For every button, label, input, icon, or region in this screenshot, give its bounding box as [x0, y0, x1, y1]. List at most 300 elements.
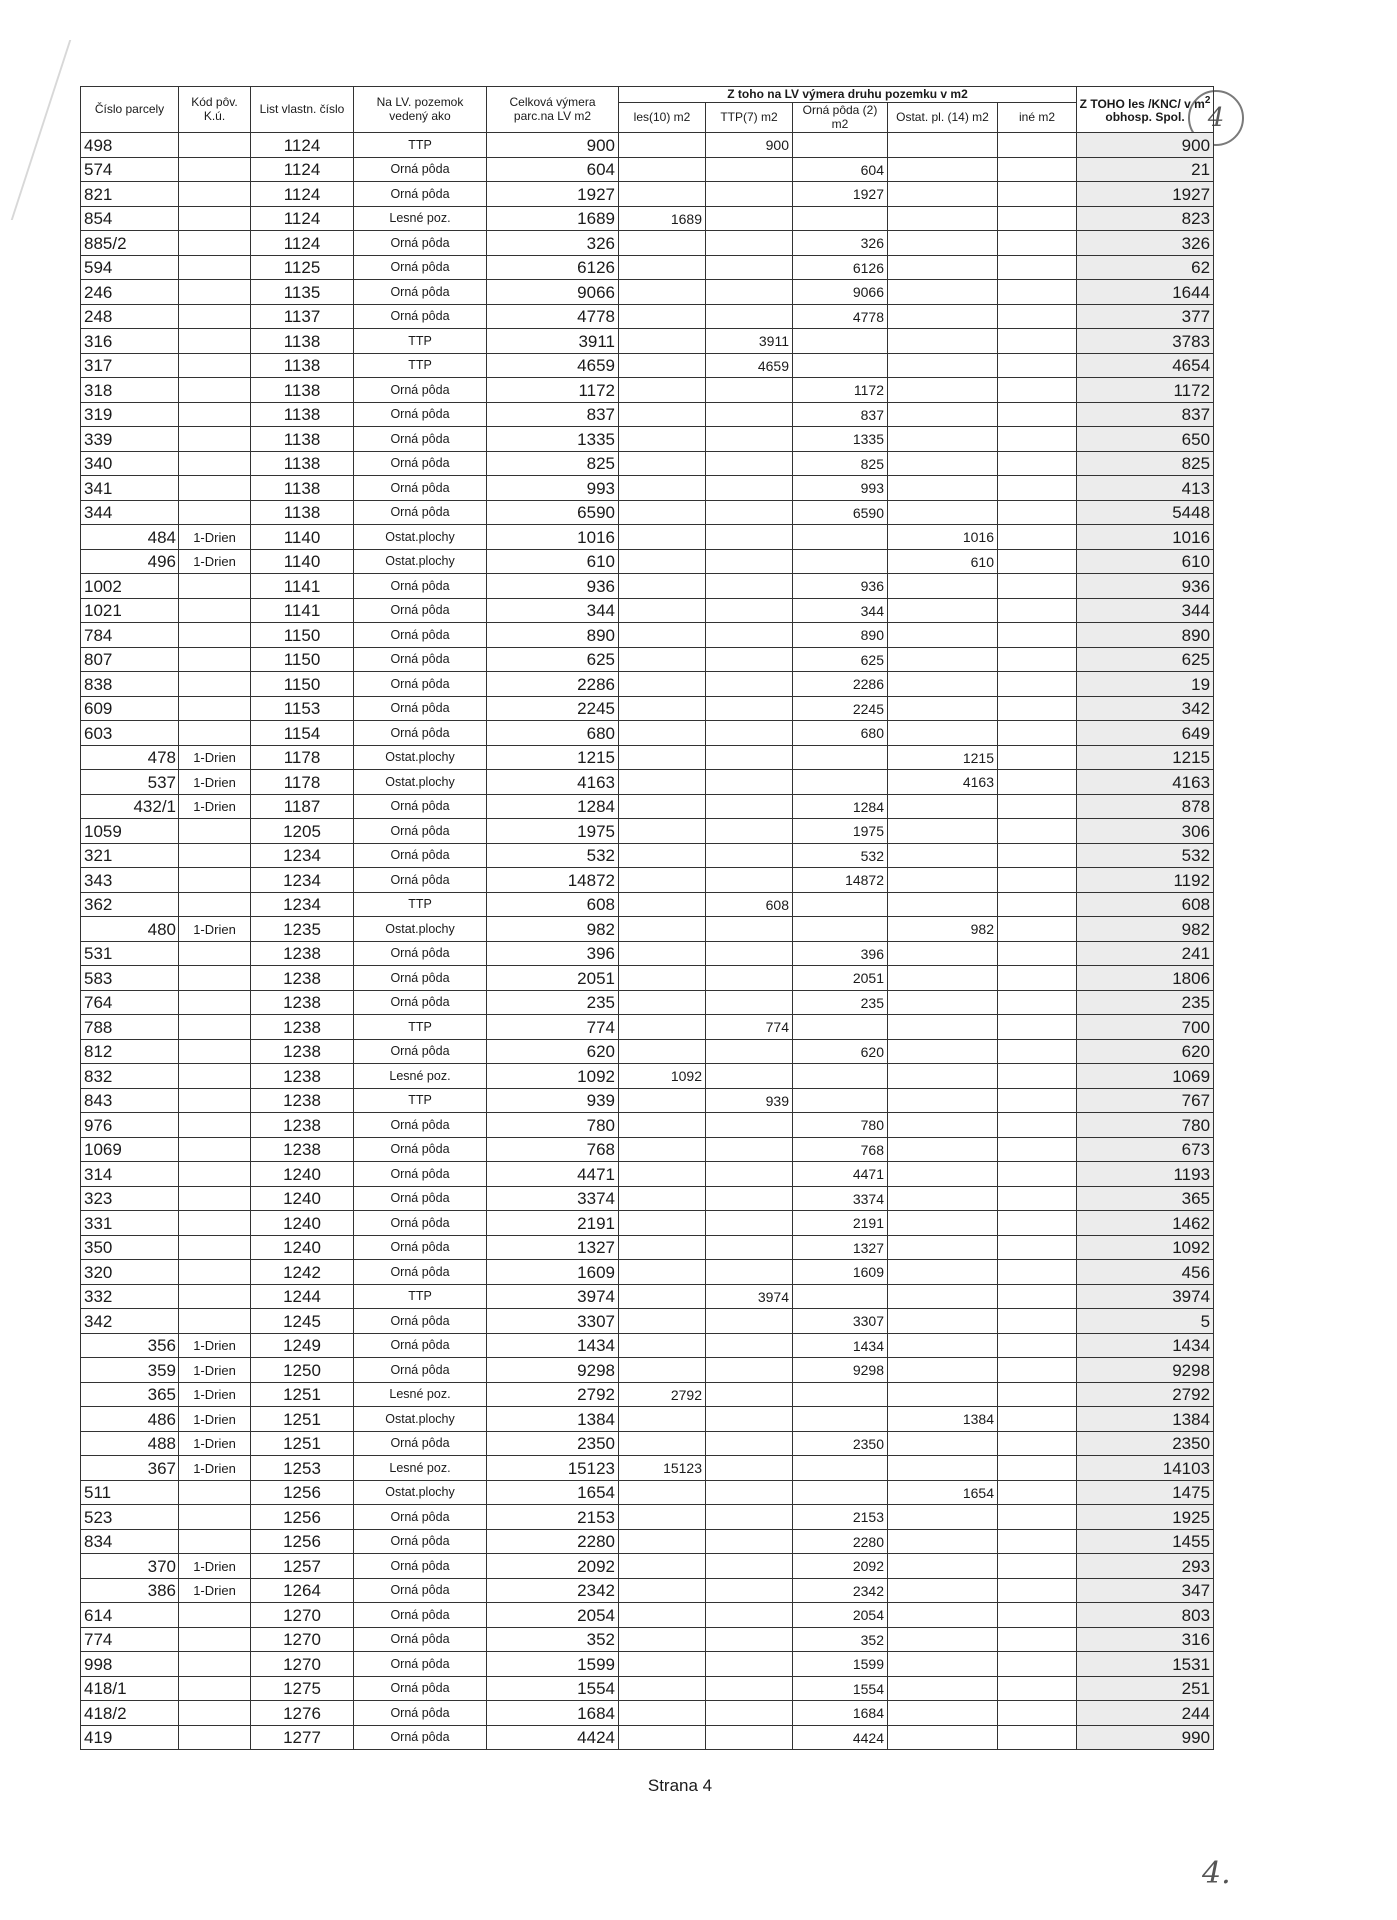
- ine-cell: [998, 770, 1077, 795]
- celkova-vymera-cell: 890: [487, 623, 619, 648]
- ostat-plochy-cell: 610: [888, 549, 998, 574]
- ostat-plochy-cell: [888, 819, 998, 844]
- kod-pov-cell: [179, 182, 251, 207]
- table-row: [81, 549, 1214, 574]
- kod-pov-cell: [179, 1137, 251, 1162]
- ostat-plochy-cell: [888, 1627, 998, 1652]
- table-row: [81, 721, 1214, 746]
- les-cell: [619, 525, 706, 550]
- celkova-vymera-cell: 1384: [487, 1407, 619, 1432]
- parcel-number-cell: 537: [81, 770, 179, 795]
- kod-pov-cell: [179, 157, 251, 182]
- orna-poda-cell: 1609: [793, 1260, 888, 1285]
- list-vlastn-cell: 1124: [251, 157, 354, 182]
- ine-cell: [998, 1186, 1077, 1211]
- orna-poda-cell: 1975: [793, 819, 888, 844]
- orna-poda-cell: 344: [793, 598, 888, 623]
- z-toho-les-cell: 1644: [1077, 280, 1214, 305]
- z-toho-les-cell: 650: [1077, 427, 1214, 452]
- druh-pozemku-cell: Orná pôda: [354, 990, 487, 1015]
- les-cell: [619, 549, 706, 574]
- celkova-vymera-cell: 982: [487, 917, 619, 942]
- druh-pozemku-cell: Orná pôda: [354, 1309, 487, 1334]
- ine-cell: [998, 500, 1077, 525]
- kod-pov-cell: [179, 843, 251, 868]
- orna-poda-cell: [793, 917, 888, 942]
- les-cell: [619, 1333, 706, 1358]
- parcel-number-cell: 1021: [81, 598, 179, 623]
- table-row: [81, 1431, 1214, 1456]
- z-toho-les-cell: 9298: [1077, 1358, 1214, 1383]
- druh-pozemku-cell: Ostat.plochy: [354, 770, 487, 795]
- header-orna-poda: Orná pôda (2) m2: [793, 103, 888, 133]
- druh-pozemku-cell: Orná pôda: [354, 819, 487, 844]
- ine-cell: [998, 1480, 1077, 1505]
- kod-pov-cell: [179, 1088, 251, 1113]
- ttp-cell: [706, 819, 793, 844]
- kod-pov-cell: 1-Drien: [179, 549, 251, 574]
- table-row: [81, 1578, 1214, 1603]
- kod-pov-cell: [179, 451, 251, 476]
- parcel-number-cell: 418/2: [81, 1701, 179, 1726]
- celkova-vymera-cell: 837: [487, 402, 619, 427]
- ine-cell: [998, 304, 1077, 329]
- ine-cell: [998, 451, 1077, 476]
- list-vlastn-cell: 1150: [251, 623, 354, 648]
- orna-poda-cell: 1172: [793, 378, 888, 403]
- druh-pozemku-cell: Orná pôda: [354, 1235, 487, 1260]
- celkova-vymera-cell: 2350: [487, 1431, 619, 1456]
- druh-pozemku-cell: Orná pôda: [354, 1137, 487, 1162]
- orna-poda-cell: 2350: [793, 1431, 888, 1456]
- orna-poda-cell: 1335: [793, 427, 888, 452]
- table-row: [81, 1113, 1214, 1138]
- druh-pozemku-cell: Orná pôda: [354, 427, 487, 452]
- orna-poda-cell: 1684: [793, 1701, 888, 1726]
- ine-cell: [998, 402, 1077, 427]
- kod-pov-cell: [179, 1529, 251, 1554]
- celkova-vymera-cell: 604: [487, 157, 619, 182]
- parcel-number-cell: 359: [81, 1358, 179, 1383]
- list-vlastn-cell: 1240: [251, 1235, 354, 1260]
- ttp-cell: [706, 304, 793, 329]
- ostat-plochy-cell: [888, 1235, 998, 1260]
- ttp-cell: [706, 1701, 793, 1726]
- list-vlastn-cell: 1275: [251, 1676, 354, 1701]
- orna-poda-cell: 825: [793, 451, 888, 476]
- kod-pov-cell: [179, 1627, 251, 1652]
- ine-cell: [998, 1701, 1077, 1726]
- parcel-number-cell: 812: [81, 1039, 179, 1064]
- ttp-cell: 3911: [706, 329, 793, 354]
- celkova-vymera-cell: 9066: [487, 280, 619, 305]
- orna-poda-cell: 2245: [793, 696, 888, 721]
- orna-poda-cell: [793, 1015, 888, 1040]
- les-cell: [619, 1284, 706, 1309]
- parcel-number-cell: 323: [81, 1186, 179, 1211]
- les-cell: 2792: [619, 1382, 706, 1407]
- list-vlastn-cell: 1140: [251, 549, 354, 574]
- druh-pozemku-cell: Orná pôda: [354, 598, 487, 623]
- list-vlastn-cell: 1124: [251, 231, 354, 256]
- list-vlastn-cell: 1234: [251, 868, 354, 893]
- ostat-plochy-cell: [888, 1652, 998, 1677]
- celkova-vymera-cell: 2054: [487, 1603, 619, 1628]
- les-cell: [619, 966, 706, 991]
- celkova-vymera-cell: 14872: [487, 868, 619, 893]
- ine-cell: [998, 1627, 1077, 1652]
- orna-poda-cell: 6590: [793, 500, 888, 525]
- les-cell: [619, 892, 706, 917]
- list-vlastn-cell: 1240: [251, 1211, 354, 1236]
- list-vlastn-cell: 1124: [251, 133, 354, 158]
- table-row: [81, 1284, 1214, 1309]
- les-cell: [619, 1431, 706, 1456]
- list-vlastn-cell: 1238: [251, 966, 354, 991]
- ttp-cell: 900: [706, 133, 793, 158]
- table-row: [81, 990, 1214, 1015]
- les-cell: [619, 329, 706, 354]
- les-cell: [619, 157, 706, 182]
- orna-poda-cell: [793, 1480, 888, 1505]
- orna-poda-cell: [793, 1088, 888, 1113]
- table-row: [81, 966, 1214, 991]
- druh-pozemku-cell: Orná pôda: [354, 672, 487, 697]
- ttp-cell: [706, 1554, 793, 1579]
- ttp-cell: [706, 1211, 793, 1236]
- list-vlastn-cell: 1138: [251, 451, 354, 476]
- ttp-cell: [706, 1480, 793, 1505]
- header-na-lv-pozemok: Na LV. pozemok vedený ako: [354, 87, 487, 133]
- table-row: [81, 427, 1214, 452]
- header-celkova-vymera: Celková výmera parc.na LV m2: [487, 87, 619, 133]
- orna-poda-cell: 1554: [793, 1676, 888, 1701]
- ine-cell: [998, 1358, 1077, 1383]
- celkova-vymera-cell: 2286: [487, 672, 619, 697]
- les-cell: [619, 427, 706, 452]
- druh-pozemku-cell: Orná pôda: [354, 451, 487, 476]
- ine-cell: [998, 966, 1077, 991]
- list-vlastn-cell: 1140: [251, 525, 354, 550]
- parcel-number-cell: 1069: [81, 1137, 179, 1162]
- les-cell: [619, 133, 706, 158]
- orna-poda-cell: 2051: [793, 966, 888, 991]
- table-row: [81, 206, 1214, 231]
- kod-pov-cell: 1-Drien: [179, 917, 251, 942]
- parcel-number-cell: 362: [81, 892, 179, 917]
- parcel-number-cell: 246: [81, 280, 179, 305]
- header-ine: iné m2: [998, 103, 1077, 133]
- parcel-number-cell: 998: [81, 1652, 179, 1677]
- z-toho-les-cell: 456: [1077, 1260, 1214, 1285]
- les-cell: [619, 941, 706, 966]
- orna-poda-cell: 4471: [793, 1162, 888, 1187]
- table-row: [81, 1725, 1214, 1750]
- parcel-number-cell: 332: [81, 1284, 179, 1309]
- kod-pov-cell: 1-Drien: [179, 1358, 251, 1383]
- ttp-cell: [706, 770, 793, 795]
- ostat-plochy-cell: [888, 1284, 998, 1309]
- z-toho-les-cell: 342: [1077, 696, 1214, 721]
- parcel-number-cell: 496: [81, 549, 179, 574]
- les-cell: [619, 1725, 706, 1750]
- ostat-plochy-cell: 1215: [888, 745, 998, 770]
- druh-pozemku-cell: Ostat.plochy: [354, 917, 487, 942]
- les-cell: [619, 647, 706, 672]
- kod-pov-cell: 1-Drien: [179, 745, 251, 770]
- table-row: [81, 917, 1214, 942]
- ttp-cell: [706, 721, 793, 746]
- list-vlastn-cell: 1270: [251, 1627, 354, 1652]
- list-vlastn-cell: 1256: [251, 1505, 354, 1530]
- druh-pozemku-cell: Ostat.plochy: [354, 1480, 487, 1505]
- parcel-number-cell: 976: [81, 1113, 179, 1138]
- celkova-vymera-cell: 1335: [487, 427, 619, 452]
- ostat-plochy-cell: [888, 941, 998, 966]
- parcel-number-cell: 834: [81, 1529, 179, 1554]
- celkova-vymera-cell: 768: [487, 1137, 619, 1162]
- celkova-vymera-cell: 532: [487, 843, 619, 868]
- ostat-plochy-cell: [888, 476, 998, 501]
- list-vlastn-cell: 1153: [251, 696, 354, 721]
- celkova-vymera-cell: 3374: [487, 1186, 619, 1211]
- circled-number-text: 4: [1207, 103, 1225, 133]
- les-cell: [619, 255, 706, 280]
- table-row: [81, 1186, 1214, 1211]
- ine-cell: [998, 1505, 1077, 1530]
- celkova-vymera-cell: 1609: [487, 1260, 619, 1285]
- druh-pozemku-cell: Orná pôda: [354, 721, 487, 746]
- parcel-number-cell: 342: [81, 1309, 179, 1334]
- ine-cell: [998, 721, 1077, 746]
- celkova-vymera-cell: 939: [487, 1088, 619, 1113]
- celkova-vymera-cell: 344: [487, 598, 619, 623]
- z-toho-les-cell: 608: [1077, 892, 1214, 917]
- table-row: [81, 1701, 1214, 1726]
- ttp-cell: [706, 427, 793, 452]
- z-toho-les-cell: 1092: [1077, 1235, 1214, 1260]
- ostat-plochy-cell: [888, 1554, 998, 1579]
- table-row: [81, 525, 1214, 550]
- table-row: [81, 329, 1214, 354]
- orna-poda-cell: 2153: [793, 1505, 888, 1530]
- ttp-cell: [706, 1725, 793, 1750]
- table-row: [81, 868, 1214, 893]
- celkova-vymera-cell: 1092: [487, 1064, 619, 1089]
- celkova-vymera-cell: 1554: [487, 1676, 619, 1701]
- les-cell: [619, 745, 706, 770]
- table-row: [81, 1358, 1214, 1383]
- header-ostat-pl: Ostat. pl. (14) m2: [888, 103, 998, 133]
- ttp-cell: [706, 1456, 793, 1481]
- ostat-plochy-cell: [888, 1211, 998, 1236]
- ine-cell: [998, 1407, 1077, 1432]
- kod-pov-cell: [179, 1701, 251, 1726]
- druh-pozemku-cell: TTP: [354, 1088, 487, 1113]
- list-vlastn-cell: 1205: [251, 819, 354, 844]
- kod-pov-cell: 1-Drien: [179, 525, 251, 550]
- z-toho-les-cell: 5: [1077, 1309, 1214, 1334]
- parcel-number-cell: 370: [81, 1554, 179, 1579]
- z-toho-les-cell: 377: [1077, 304, 1214, 329]
- list-vlastn-cell: 1138: [251, 353, 354, 378]
- ine-cell: [998, 1211, 1077, 1236]
- list-vlastn-cell: 1270: [251, 1603, 354, 1628]
- les-cell: [619, 280, 706, 305]
- kod-pov-cell: [179, 647, 251, 672]
- kod-pov-cell: [179, 892, 251, 917]
- celkova-vymera-cell: 326: [487, 231, 619, 256]
- orna-poda-cell: [793, 1407, 888, 1432]
- ttp-cell: [706, 794, 793, 819]
- table-header: [81, 87, 1214, 133]
- ine-cell: [998, 917, 1077, 942]
- ine-cell: [998, 1725, 1077, 1750]
- z-toho-les-cell: 700: [1077, 1015, 1214, 1040]
- table-row: [81, 1456, 1214, 1481]
- les-cell: [619, 1358, 706, 1383]
- ostat-plochy-cell: [888, 794, 998, 819]
- z-toho-les-cell: 825: [1077, 451, 1214, 476]
- celkova-vymera-cell: 15123: [487, 1456, 619, 1481]
- table-row: [81, 1480, 1214, 1505]
- z-toho-les-cell: 610: [1077, 549, 1214, 574]
- druh-pozemku-cell: Orná pôda: [354, 1554, 487, 1579]
- ttp-cell: [706, 1358, 793, 1383]
- druh-pozemku-cell: Orná pôda: [354, 1186, 487, 1211]
- orna-poda-cell: [793, 892, 888, 917]
- orna-poda-cell: 2280: [793, 1529, 888, 1554]
- parcel-number-cell: 478: [81, 745, 179, 770]
- ttp-cell: [706, 402, 793, 427]
- list-vlastn-cell: 1138: [251, 427, 354, 452]
- druh-pozemku-cell: Orná pôda: [354, 378, 487, 403]
- orna-poda-cell: [793, 353, 888, 378]
- ttp-cell: [706, 1578, 793, 1603]
- druh-pozemku-cell: TTP: [354, 133, 487, 158]
- list-vlastn-cell: 1242: [251, 1260, 354, 1285]
- ine-cell: [998, 745, 1077, 770]
- table-row: [81, 231, 1214, 256]
- celkova-vymera-cell: 4778: [487, 304, 619, 329]
- table-row: [81, 696, 1214, 721]
- parcel-number-cell: 331: [81, 1211, 179, 1236]
- list-vlastn-cell: 1238: [251, 941, 354, 966]
- ine-cell: [998, 990, 1077, 1015]
- celkova-vymera-cell: 9298: [487, 1358, 619, 1383]
- celkova-vymera-cell: 1284: [487, 794, 619, 819]
- ine-cell: [998, 672, 1077, 697]
- druh-pozemku-cell: Orná pôda: [354, 843, 487, 868]
- table-row: [81, 843, 1214, 868]
- parcel-number-cell: 531: [81, 941, 179, 966]
- header-z-toho-les-line1: Z TOHO les /KNC/ v m: [1079, 96, 1205, 111]
- celkova-vymera-cell: 900: [487, 133, 619, 158]
- ostat-plochy-cell: [888, 402, 998, 427]
- z-toho-les-cell: 1069: [1077, 1064, 1214, 1089]
- les-cell: [619, 1529, 706, 1554]
- list-vlastn-cell: 1238: [251, 1113, 354, 1138]
- ttp-cell: [706, 1137, 793, 1162]
- druh-pozemku-cell: Orná pôda: [354, 476, 487, 501]
- orna-poda-cell: 2054: [793, 1603, 888, 1628]
- orna-poda-cell: 9066: [793, 280, 888, 305]
- kod-pov-cell: [179, 329, 251, 354]
- orna-poda-cell: 3374: [793, 1186, 888, 1211]
- kod-pov-cell: 1-Drien: [179, 770, 251, 795]
- kod-pov-cell: [179, 280, 251, 305]
- parcel-number-cell: 1002: [81, 574, 179, 599]
- parcels-table: [80, 86, 1214, 1750]
- kod-pov-cell: [179, 672, 251, 697]
- ttp-cell: [706, 623, 793, 648]
- table-row: [81, 1211, 1214, 1236]
- orna-poda-cell: 1327: [793, 1235, 888, 1260]
- orna-poda-cell: 2286: [793, 672, 888, 697]
- kod-pov-cell: 1-Drien: [179, 1578, 251, 1603]
- parcel-number-cell: 609: [81, 696, 179, 721]
- ttp-cell: [706, 549, 793, 574]
- orna-poda-cell: 780: [793, 1113, 888, 1138]
- z-toho-les-cell: 1172: [1077, 378, 1214, 403]
- parcel-number-cell: 340: [81, 451, 179, 476]
- table-row: [81, 1137, 1214, 1162]
- les-cell: [619, 917, 706, 942]
- celkova-vymera-cell: 993: [487, 476, 619, 501]
- ostat-plochy-cell: [888, 1603, 998, 1628]
- kod-pov-cell: 1-Drien: [179, 1554, 251, 1579]
- celkova-vymera-cell: 620: [487, 1039, 619, 1064]
- parcel-number-cell: 343: [81, 868, 179, 893]
- kod-pov-cell: 1-Drien: [179, 1333, 251, 1358]
- parcel-number-cell: 838: [81, 672, 179, 697]
- handwritten-page-number: 4.: [1202, 1856, 1231, 1891]
- ine-cell: [998, 647, 1077, 672]
- parcel-number-cell: 480: [81, 917, 179, 942]
- ostat-plochy-cell: [888, 868, 998, 893]
- list-vlastn-cell: 1270: [251, 1652, 354, 1677]
- kod-pov-cell: 1-Drien: [179, 794, 251, 819]
- orna-poda-cell: 837: [793, 402, 888, 427]
- z-toho-les-cell: 235: [1077, 990, 1214, 1015]
- ostat-plochy-cell: [888, 598, 998, 623]
- table-row: [81, 1064, 1214, 1089]
- druh-pozemku-cell: Orná pôda: [354, 794, 487, 819]
- druh-pozemku-cell: Orná pôda: [354, 623, 487, 648]
- z-toho-les-cell: 251: [1077, 1676, 1214, 1701]
- parcel-number-cell: 511: [81, 1480, 179, 1505]
- ine-cell: [998, 476, 1077, 501]
- parcel-number-cell: 317: [81, 353, 179, 378]
- druh-pozemku-cell: Orná pôda: [354, 1358, 487, 1383]
- ttp-cell: [706, 696, 793, 721]
- orna-poda-cell: [793, 525, 888, 550]
- ttp-cell: [706, 966, 793, 991]
- ostat-plochy-cell: 1384: [888, 1407, 998, 1432]
- kod-pov-cell: [179, 696, 251, 721]
- celkova-vymera-cell: 1684: [487, 1701, 619, 1726]
- druh-pozemku-cell: Orná pôda: [354, 1039, 487, 1064]
- druh-pozemku-cell: TTP: [354, 1015, 487, 1040]
- z-toho-les-cell: 1215: [1077, 745, 1214, 770]
- kod-pov-cell: [179, 1015, 251, 1040]
- druh-pozemku-cell: TTP: [354, 1284, 487, 1309]
- table-row: [81, 1627, 1214, 1652]
- kod-pov-cell: [179, 476, 251, 501]
- celkova-vymera-cell: 2153: [487, 1505, 619, 1530]
- table-row: [81, 672, 1214, 697]
- druh-pozemku-cell: Lesné poz.: [354, 206, 487, 231]
